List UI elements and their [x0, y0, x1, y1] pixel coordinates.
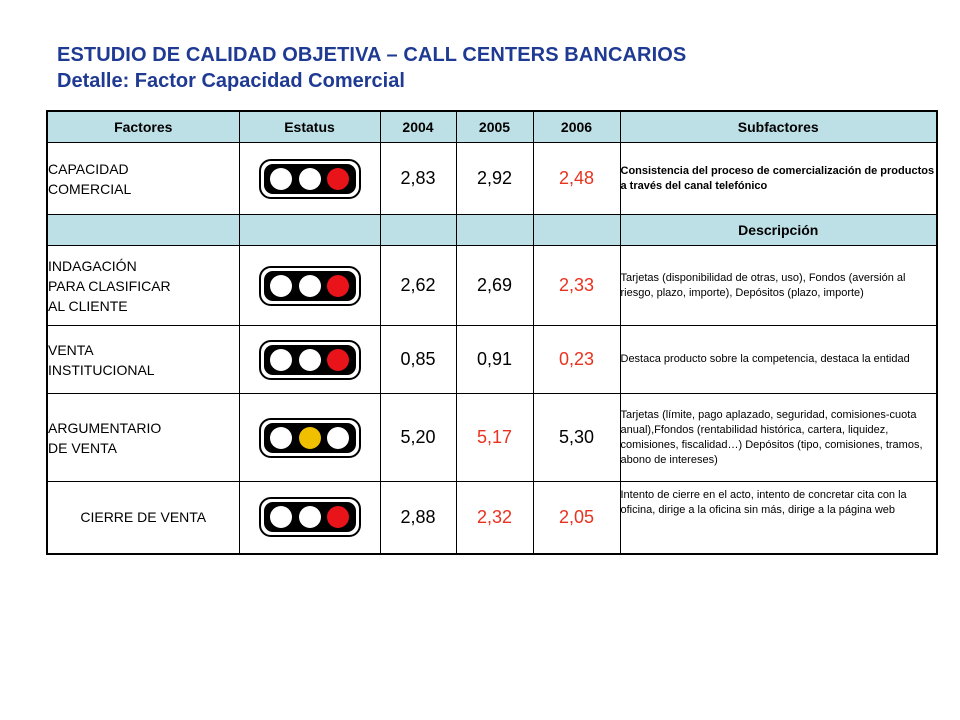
factor-label: VENTA: [48, 341, 94, 358]
header-subfactores: Subfactores: [620, 111, 937, 143]
lamp-icon: [270, 349, 292, 371]
factor-label: INDAGACIÓN: [48, 257, 137, 274]
status-cell: [239, 482, 380, 554]
lamp-icon: [270, 275, 292, 297]
description-text: Destaca producto sobre la competencia, destaca la entidad: [620, 326, 937, 394]
status-cell: [239, 246, 380, 326]
value-2005: 2,69: [456, 246, 533, 326]
factor-cell: [47, 143, 239, 215]
description-text: Tarjetas (disponibilidad de otras, uso), Fondos (aversión al riesgo, plazo, importe), Depósitos (plazo, importe): [620, 246, 937, 326]
lamp-icon: [270, 427, 292, 449]
table-row: [47, 394, 937, 482]
description-text: Tarjetas (límite, pago aplazado, seguridad, comisiones-cuota anual),Ffondos (rentabilidad histórica, cartera, liquidez, comisiones, fiscalidad…) Depósitos (tipo, comisiones, tramos, abono de intereses): [620, 394, 937, 482]
header-2004: 2004: [380, 111, 456, 143]
status-cell: [239, 326, 380, 394]
traffic-light-icon: [259, 340, 361, 380]
lamp-icon: [270, 506, 292, 528]
lamp-icon: [270, 168, 292, 190]
value-2004: 5,20: [380, 394, 456, 482]
red-lamp-icon: [327, 168, 349, 190]
lamp-icon: [299, 506, 321, 528]
header-row: [47, 111, 937, 143]
table-row: [47, 326, 937, 394]
factor-cell: [47, 326, 239, 394]
value-2005: 2,92: [456, 143, 533, 215]
value-2005: 0,91: [456, 326, 533, 394]
lamp-icon: [299, 168, 321, 190]
red-lamp-icon: [327, 506, 349, 528]
factor-label: PARA CLASIFICAR: [48, 277, 171, 294]
value-2006: 0,23: [533, 326, 620, 394]
page-title: ESTUDIO DE CALIDAD OBJETIVA – CALL CENTERS BANCARIOS: [57, 44, 687, 66]
red-lamp-icon: [327, 349, 349, 371]
yellow-lamp-icon: [299, 427, 321, 449]
factor-label: CAPACIDAD: [48, 160, 129, 177]
red-lamp-icon: [327, 275, 349, 297]
factor-label: AL CLIENTE: [48, 297, 128, 314]
factor-cell: [47, 394, 239, 482]
description-text: Intento de cierre en el acto, intento de concretar cita con la oficina, dirige a la oficina sin más, dirige a la página web: [620, 482, 937, 554]
header-factores: Factores: [47, 111, 239, 143]
value-2004: 2,88: [380, 482, 456, 554]
title-block: [57, 42, 686, 94]
lamp-icon: [299, 275, 321, 297]
traffic-light-icon: [259, 266, 361, 306]
traffic-light-icon: [259, 418, 361, 458]
table-row: [47, 143, 937, 215]
header-estatus: Estatus: [239, 111, 380, 143]
lamp-icon: [327, 427, 349, 449]
factor-label: COMERCIAL: [48, 180, 132, 197]
traffic-light-icon: [259, 159, 361, 199]
factor-cell: [47, 246, 239, 326]
traffic-light-icon: [259, 497, 361, 537]
factor-label: CIERRE DE VENTA: [80, 509, 207, 526]
factor-label: DE VENTA: [48, 439, 117, 456]
table-row: [47, 482, 937, 554]
table-row: [47, 246, 937, 326]
status-cell: [239, 143, 380, 215]
status-cell: [239, 394, 380, 482]
value-2006: 2,05: [533, 482, 620, 554]
value-2006: 2,33: [533, 246, 620, 326]
value-2004: 2,62: [380, 246, 456, 326]
factors-table: [46, 110, 938, 555]
value-2004: 0,85: [380, 326, 456, 394]
subfactor-text: Consistencia del proceso de comercialización de productos a través del canal telefónico: [620, 143, 937, 215]
description-header-row: [47, 215, 937, 246]
value-2005: 5,17: [456, 394, 533, 482]
factor-label: INSTITUCIONAL: [48, 361, 155, 378]
value-2006: 5,30: [533, 394, 620, 482]
header-descripcion: Descripción: [620, 215, 937, 246]
lamp-icon: [299, 349, 321, 371]
value-2006: 2,48: [533, 143, 620, 215]
header-2005: 2005: [456, 111, 533, 143]
value-2004: 2,83: [380, 143, 456, 215]
value-2005: 2,32: [456, 482, 533, 554]
page-subtitle: Detalle: Factor Capacidad Comercial: [57, 70, 405, 92]
factor-label: ARGUMENTARIO: [48, 419, 162, 436]
factor-cell: [47, 482, 239, 554]
header-2006: 2006: [533, 111, 620, 143]
